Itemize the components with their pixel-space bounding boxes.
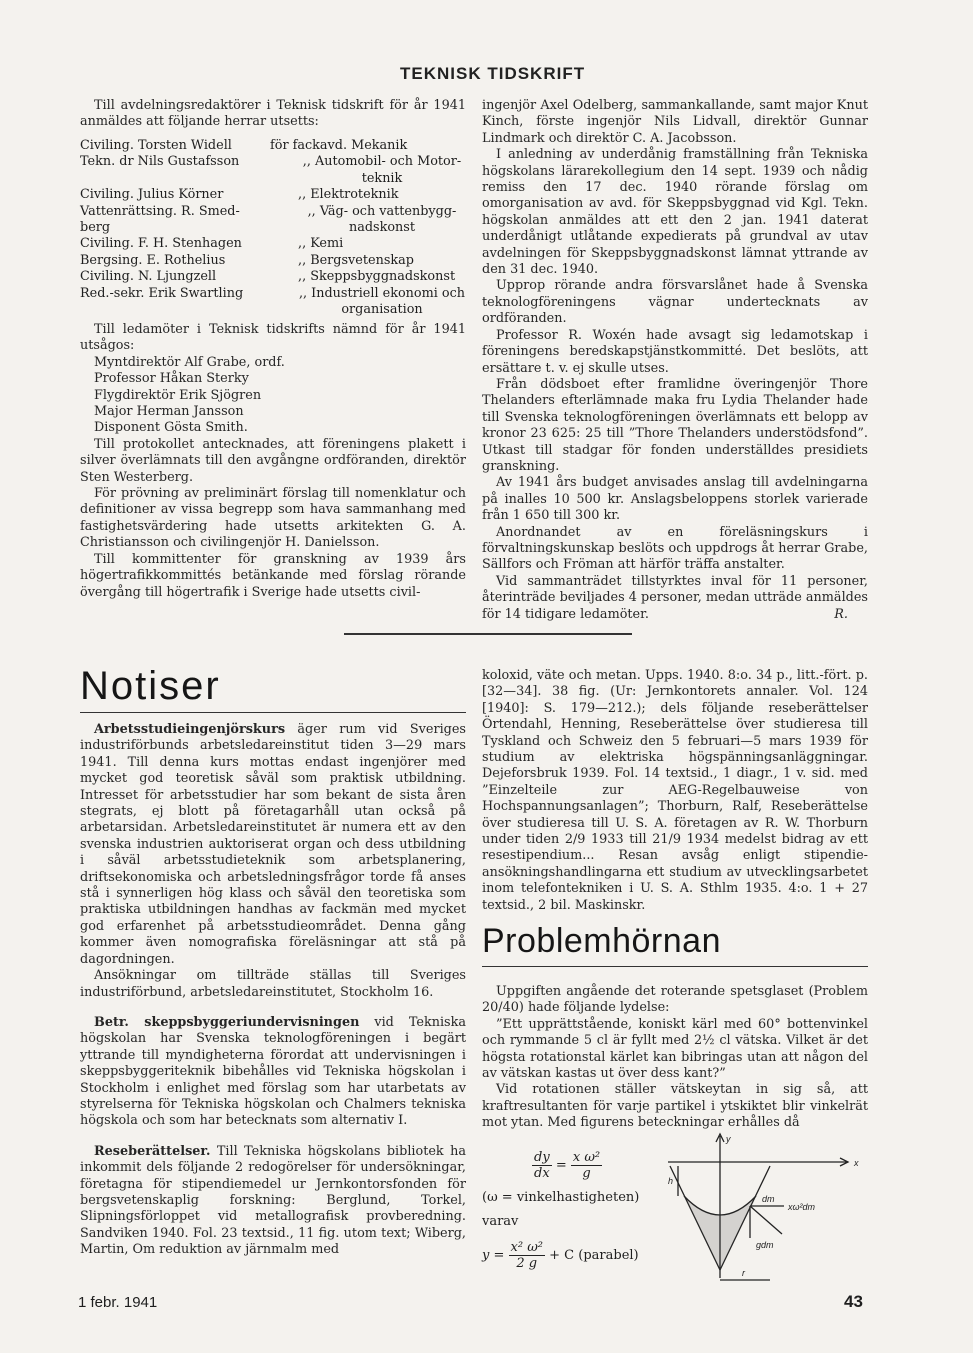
editor-name: Civiling. N. Ljungzell xyxy=(80,269,217,285)
numerator: dy xyxy=(534,1150,550,1165)
member-item: Major Herman Jansson xyxy=(94,404,244,420)
paragraph: För prövning av preliminärt förslag till nomenklatur och definitioner av vissa begrepp som hava sammanhang med fastighetsvärdering hade utsetts arkitekten G. A. Christiansson och civilingenjör H. Danielsson. xyxy=(80,486,466,551)
editor-name: Civiling. Julius Körner xyxy=(80,187,224,203)
top-left-members xyxy=(80,322,466,601)
editor-row xyxy=(80,269,466,285)
notis-text: vid Tekniska högskolan har Svenska teknologföreningen i begärt yttrande till myndigheterna förordat att undervisningen i skeppsbyggeriteknik bibehålles vid Tekniska högskolan i Stockholm i enlighet med förslag som har utarbetats av styrelserna för Tekniska högskolan och Chalmers tekniska högskola och som har betecknats som alternativ I. xyxy=(80,1014,466,1129)
fig-label-h: h xyxy=(668,1176,674,1186)
paragraph: Upprop rörande andra försvarslånet hade å Svenska teknologföreningens vägnar undertecknats av ordföranden. xyxy=(482,278,868,327)
journal-title: TEKNISK TIDSKRIFT xyxy=(400,64,586,83)
notis-text: Till Tekniska högskolans bibliotek ha inkommit dels följande 2 redogörelser för undersökningar, företagna för stipendiemedel ur Jernkontorsfonden för bergsvetenskaplig forskning: Berglund, Torkel, Slipningsförloppet vid metallografisk provberedning. Sandviken 1940. Fol. 23 textsid., 11 fig. utom text; Wiberg, Martin, Om reduktion av järnmalm med xyxy=(80,1143,466,1258)
equation-rest: + C (parabel) xyxy=(549,1248,639,1263)
equation-dydx xyxy=(532,1150,602,1181)
varav-label: varav xyxy=(482,1214,519,1229)
editor-section: ,, Väg- och vattenbygg- nadskonst xyxy=(307,203,457,235)
equation-parabola xyxy=(482,1240,639,1271)
paragraph: Från dödsboet efter framlidne överingenjör Thore Thelanders efterlämnade maka fru Lydia Thelander hade till Svenska teknologföreningen överlämnats ett belopp av kronor 23 625: 25 till ”Thore Thelanders understödsfond”. Utkast till stadgar för fonden underställdes presidiets granskning. xyxy=(482,376,868,474)
fraction xyxy=(532,1150,552,1181)
notis-paragraph: Ansökningar om tillträde ställas till Sveriges industriförbund, arbetsledareinstitutet, Stockholm 16. xyxy=(80,968,466,1000)
editor-name: Vattenrättsing. R. Smed- berg xyxy=(80,203,240,235)
section-divider xyxy=(344,633,632,635)
editor-section: ,, Elektroteknik xyxy=(298,187,399,203)
member-item: Disponent Gösta Smith. xyxy=(94,420,248,436)
editor-section: för fackavd. Mekanik xyxy=(270,138,408,153)
editor-row xyxy=(80,204,466,237)
editor-section: ,, Kemi xyxy=(298,236,344,252)
editor-name: Civiling. F. H. Stenhagen xyxy=(80,236,242,252)
problem-heading: Problemhörnan xyxy=(482,922,721,960)
notiser-heading-rule xyxy=(80,712,466,713)
editor-row xyxy=(80,187,466,203)
notis-paragraph xyxy=(80,1144,466,1259)
denominator: dx xyxy=(534,1166,550,1181)
editor-name: Tekn. dr Nils Gustafsson xyxy=(80,154,240,170)
notis-lead: Arbetsstudieingenjörskurs xyxy=(94,722,286,737)
signature: R. xyxy=(834,606,848,622)
editor-row xyxy=(80,286,466,319)
paragraph: Vid rotationen ställer vätskeytan in sig så, att kraftresultanten för varje partikel i ytskiktet blir vinkelrät mot ytan. Med figurens beteckningar erhålles då xyxy=(482,1082,868,1131)
paragraph: Anordnandet av en föreläsningskurs i förvaltningskunskap beslöts och uppdrogs åt herrar Grabe, Sällfors och Fröman att härför träffa anstalter. xyxy=(482,524,868,573)
notis-text: äger rum vid Sveriges industriförbunds arbetsledareinstitut tiden 3—29 mars 1941. Till denna kurs mottas endast ingenjörer med mycket god teoretisk såväl som praktisk utbildning. Intresset för arbetsstudier har som bekant de sista åren stegrats, ej blott på företagarhåll utan också på arbetarsidan. Arbetsledareinstitutet är numera ett av den svenska industrien auktoriserat organ och dess utbildning i såväl arbetsstudieteknik som arbetsplanering, driftsekonomiska och arbetsledningsfrågor torde få anses stå i synnerligen hög klass och såväl den teoretiska som praktiska utbildningen handhas av fackmän med mycket god erfarenhet på arbetsstudieområdet. Denna gång kommer även nomografiska föreläsningar att stå på dagordningen. xyxy=(80,722,466,967)
editor-row xyxy=(80,138,466,154)
fig-label-r: r xyxy=(742,1268,745,1278)
denominator: g xyxy=(582,1166,591,1181)
paragraph: Av 1941 års budget anvisades anslag till avdelningarna på inalles 10 500 kr. Anslagsbeloppens storlek varierade från 1 650 till 300 kr. xyxy=(482,475,868,524)
member-item: Professor Håkan Sterky xyxy=(94,371,249,387)
paragraph-text: Vid sammanträdet tillstyrktes inval för 11 personer, återinträde beviljades 4 personer, medan utträde anmäldes för 14 tidigare ledamöter. xyxy=(482,573,868,622)
notis-lead: Betr. skeppsbyggeriundervisningen xyxy=(94,1014,360,1030)
editor-section: ,, Skeppsbyggnadskonst xyxy=(298,269,456,285)
problem-column xyxy=(482,984,868,1132)
reseberattelser-continued xyxy=(482,668,868,914)
editor-row xyxy=(80,253,466,269)
editor-name: Bergsing. E. Rothelius xyxy=(80,252,226,268)
member-item: Flygdirektör Erik Sjögren xyxy=(94,387,262,403)
notis-paragraph xyxy=(80,1015,466,1130)
paragraph: ”Ett upprättstående, koniskt kärl med 60° bottenvinkel och rymmande 5 cl är fyllt med 2½ cl vätska. Vilket är det högsta rotationstal kärlet kan bibringas utan att någon del av vätskan kastas ut över dess kant?” xyxy=(482,1016,868,1082)
footer-date: 1 febr. 1941 xyxy=(78,1294,158,1311)
paragraph: Professor R. Woxén hade avsagt sig ledamotskap i föreningens beredskapstjänstkommitté. Det beslöts, att ersättare t. v. ej skulle utses. xyxy=(482,327,868,376)
fig-label-gdm: gdm xyxy=(756,1240,774,1250)
paragraph: Uppgiften angående det roterande spetsglaset (Problem 20/40) hade följande lydelse: xyxy=(482,984,868,1016)
equals-sign: = xyxy=(555,1158,567,1173)
editor-name: Red.-sekr. Erik Swartling xyxy=(80,285,244,301)
fig-label-y: y xyxy=(726,1134,731,1144)
fig-label-dm: dm xyxy=(762,1194,775,1204)
notiser-heading: Notiser xyxy=(80,664,221,708)
paragraph xyxy=(482,574,868,623)
force-resultant xyxy=(750,1206,782,1234)
editor-section: ,, Bergsvetenskap xyxy=(298,252,414,268)
paragraph: I anledning av underdånig framställning från Tekniska högskolans lärarekollegium den 14 sept. 1939 och nådig remiss den 17 dec. 1940 rörande förslag om omorganisation av avd. för Skeppsbyggnad vid Kgl. Tekn. högskolan anmäldes att ett den 2 jan. 1941 daterat underdånigt utlåtande expedierats på grundval av utav avdelningen för Skeppsbyggnadskonst lämnat yttrande av den 31 dec. 1940. xyxy=(482,147,868,278)
fig-label-xw2dm: xω²dm xyxy=(788,1202,816,1212)
equation-lhs: y = xyxy=(482,1248,505,1263)
problem-heading-rule xyxy=(482,966,868,967)
page-number: 43 xyxy=(844,1292,863,1311)
editor-name: Civiling. Torsten Widell xyxy=(80,138,232,153)
cone-diagram xyxy=(664,1130,870,1282)
editor-row xyxy=(80,154,466,187)
top-left-intro: Till avdelningsredaktörer i Teknisk tidskrift för år 1941 anmäldes att följande herrar utsetts: xyxy=(80,98,466,130)
members-intro: Till ledamöter i Teknisk tidskrifts nämnd för år 1941 utsågos: xyxy=(80,322,466,354)
numerator: x ω² xyxy=(572,1150,601,1165)
notiser-column xyxy=(80,722,466,1259)
fraction xyxy=(571,1150,602,1181)
notis-paragraph xyxy=(80,722,466,968)
fraction xyxy=(509,1240,546,1271)
members-list xyxy=(80,355,466,437)
paragraph: ingenjör Axel Odelberg, sammankallande, samt major Knut Kinch, förste ingenjör Nils Lidvall, direktör Gunnar Lindmark och direktör C. A. Jacobsson. xyxy=(482,98,868,146)
notis-lead: Reseberättelser. xyxy=(94,1143,211,1159)
editor-section: ,, Automobil- och Motor- teknik xyxy=(302,154,462,186)
paragraph: Till kommittenter för granskning av 1939 års högertrafikkommittés betänkande med förslag rörande övergång till högertrafik i Sverige hade utsetts civil- xyxy=(80,551,466,600)
omega-definition: (ω = vinkelhastigheten) xyxy=(482,1190,640,1205)
editors-table xyxy=(80,138,466,318)
paragraph: koloxid, väte och metan. Upps. 1940. 8:o. 34 p., litt.-fört. p. [32—34]. 38 fig. (Ur: Jernkontorets annaler. Vol. 124 [1940]: S. 179—212.); dels följande reseberättelser Örtendahl, Henning, Reseberättelse över studieresa till Tyskland och Schweiz den 5 februari—5 mars 1939 för studium av elektriska högspänningsanläggningar. Dejeforsbruk 1939. Fol. 14 textsid., 1 diagr., 1 v. sid. med ”Einzelteile zur AEG-Regelbauweise von Hochspannungsanlagen”; Thorburn, Ralf, Reseberättelse över studieresa till U. S. A. företagen av R. W. Thorburn under tiden 2/9 1933 till 21/9 1934 medelst bidrag av ett resestipendium... Resan avsåg enligt stipendie-ansökningshandlingarna ett studium av utvecklingsarbetet inom telefontekniken i U. S. A. Sthlm 1935. 4:o. 1 + 27 textsid., 2 bil. Maskinskr. xyxy=(482,668,868,913)
fig-label-x: x xyxy=(854,1158,859,1168)
top-right-column xyxy=(482,98,868,623)
member-item: Myntdirektör Alf Grabe, ordf. xyxy=(94,354,285,370)
numerator: x² ω² xyxy=(510,1240,544,1255)
paragraph: Till protokollet antecknades, att föreningens plakett i silver överlämnats till den avgångne ordföranden, direktör Sten Westerberg. xyxy=(80,436,466,485)
editor-row xyxy=(80,236,466,252)
denominator: 2 g xyxy=(516,1256,538,1271)
editor-section: ,, Industriell ekonomi och organisation xyxy=(298,285,466,317)
